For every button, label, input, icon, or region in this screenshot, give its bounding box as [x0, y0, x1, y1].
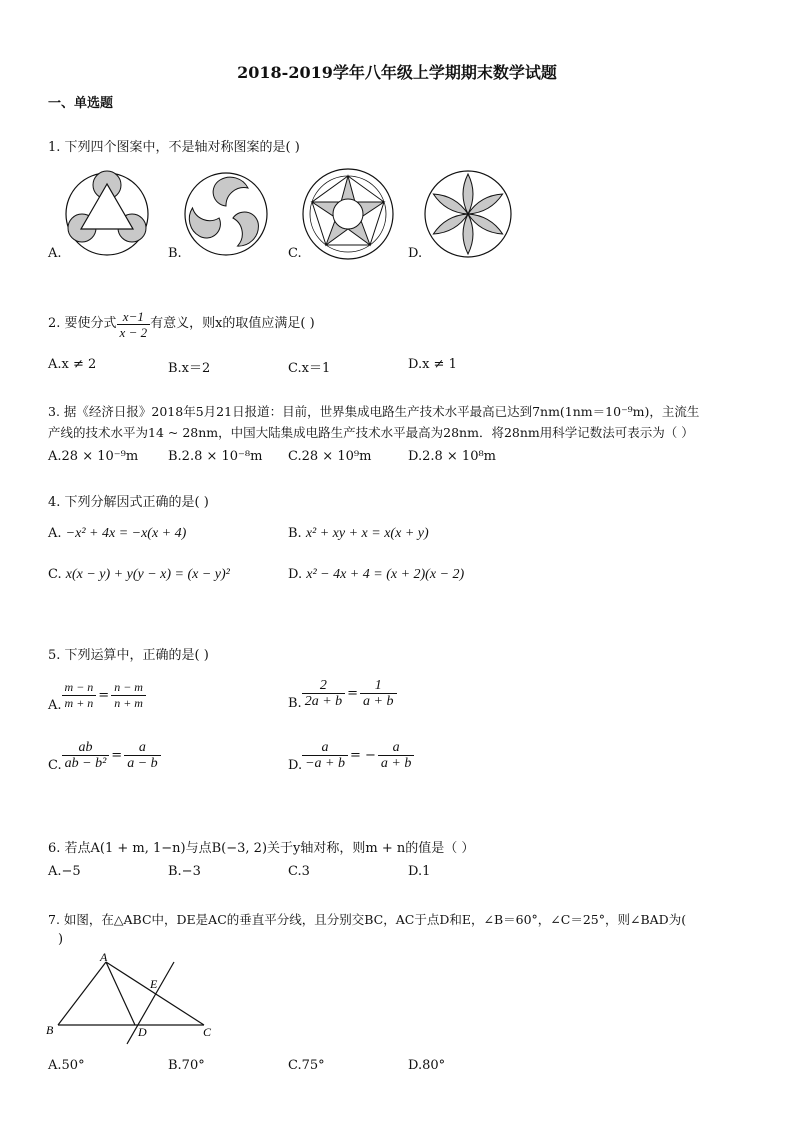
q3-option-c[interactable]: C.28 × 10⁹m [288, 449, 372, 464]
q7-line-1: 7. 如图，在△ABC中，DE是AC的垂直平分线，且分别交BC，AC于点D和E，∠B＝60°，∠C＝25°，则∠BAD为( [48, 912, 687, 927]
q3-line-1: 3. 据《经济日报》2018年5月21日报道：目前，世界集成电路生产技术水平最高已达到7nm(1nm＝10⁻⁹m)，主流生 [48, 404, 700, 419]
q1-option-c[interactable]: C. [288, 246, 302, 261]
label-a: A [100, 950, 108, 964]
q5-a-den2: n + m [114, 696, 143, 710]
figure-b [183, 173, 267, 255]
q4-expr-b: x² + xy + x = x(x + y) [305, 526, 429, 541]
q7-line-2: ) [58, 932, 64, 947]
page-title: 2018-2019学年八年级上学期期末数学试题 [237, 63, 557, 82]
q1-option-d[interactable]: D. [408, 246, 423, 261]
q5-label-b: B. [288, 696, 302, 711]
q7-triangle-figure [44, 948, 224, 1048]
q7-option-c[interactable]: C.75° [288, 1058, 325, 1073]
q1-option-b[interactable]: B. [168, 246, 182, 261]
q2-option-c[interactable]: C.x＝1 [288, 361, 331, 376]
q5-a-equals: = [98, 688, 110, 703]
q7-option-b[interactable]: B.70° [168, 1058, 205, 1073]
q5-label-d: D. [288, 758, 303, 773]
q5-a-right [111, 680, 146, 711]
q2-stem [48, 302, 748, 346]
q5-d-left [302, 740, 348, 771]
figure-a [66, 171, 148, 255]
q5-d-right [378, 740, 414, 771]
figure-c [303, 169, 393, 259]
figure-d [425, 171, 511, 257]
q5-c-equals: = [111, 748, 123, 763]
q5-d-num1: a [302, 740, 348, 756]
label-e: E [150, 977, 158, 991]
q6-stem: 6. 若点A(1 + m, 1−n)与点B(−3, 2)关于y轴对称，则m + n的值是（ ） [48, 841, 475, 856]
q6-option-b[interactable]: B.−3 [168, 864, 201, 879]
q7-option-d[interactable]: D.80° [408, 1058, 446, 1073]
q4-label-b: B. [288, 526, 302, 541]
q5-d-equals: = − [350, 748, 376, 763]
label-c: C [203, 1025, 212, 1039]
q5-b-equals: = [347, 686, 359, 701]
q5-b-left [302, 678, 345, 709]
q5-a-num2: n − m [111, 680, 146, 696]
q2-post: 有意义，则x的取值应满足( ) [150, 316, 315, 331]
q5-c-den2: a − b [127, 756, 158, 771]
q1-option-a[interactable]: A. [48, 246, 62, 261]
q4-option-c[interactable] [48, 567, 230, 583]
q4-option-b[interactable] [288, 526, 429, 542]
label-d: D [138, 1025, 147, 1039]
q4-stem: 4. 下列分解因式正确的是( ) [48, 495, 209, 510]
q4-expr-a: −x² + 4x = −x(x + 4) [65, 526, 187, 541]
q5-stem: 5. 下列运算中，正确的是( ) [48, 648, 209, 663]
q5-b-den2: a + b [363, 694, 394, 709]
q2-numerator: x−1 [117, 309, 151, 325]
q5-b-num1: 2 [302, 678, 345, 694]
q5-d-den2: a + b [380, 756, 412, 771]
q5-option-b[interactable] [288, 678, 397, 709]
q5-option-d[interactable] [288, 740, 414, 771]
q3-option-b[interactable]: B.2.8 × 10⁻⁸m [168, 449, 263, 464]
q5-b-num2: 1 [360, 678, 396, 694]
q2-option-d[interactable]: D.x ≠ 1 [408, 357, 457, 372]
q3-line-2: 产线的技术水平为14 ~ 28nm，中国大陆集成电路生产技术水平最高为28nm．将28nm用科学记数法可表示为（ ） [48, 425, 694, 440]
q5-a-den1: m + n [64, 696, 94, 710]
q5-c-num2: a [124, 740, 160, 756]
q4-label-d: D. [288, 567, 303, 582]
q2-pre: 2. 要使分式 [48, 316, 117, 331]
q2-option-b[interactable]: B.x＝2 [168, 361, 211, 376]
q7-option-a[interactable]: A.50° [48, 1058, 85, 1073]
q4-label-c: C. [48, 567, 62, 582]
q5-d-num2: a [378, 740, 414, 756]
q5-d-den1: −a + b [305, 756, 345, 771]
q5-label-c: C. [48, 758, 62, 773]
q2-denominator: x − 2 [119, 324, 148, 340]
q3-option-a[interactable]: A.28 × 10⁻⁹m [48, 449, 139, 464]
q5-b-den1: 2a + b [304, 694, 343, 709]
q1-stem: 1. 下列四个图案中，不是轴对称图案的是( ) [48, 140, 300, 155]
q4-expr-c: x(x − y) + y(y − x) = (x − y)² [65, 567, 230, 582]
q5-option-c[interactable] [48, 740, 161, 771]
q5-c-left [62, 740, 110, 771]
q2-fraction [117, 309, 151, 340]
q4-option-d[interactable] [288, 567, 464, 583]
q5-c-num1: ab [62, 740, 110, 756]
section-heading: 一、单选题 [48, 96, 114, 111]
q6-option-a[interactable]: A.−5 [48, 864, 81, 879]
q5-c-right [124, 740, 160, 771]
q5-a-left [62, 680, 97, 711]
q4-expr-d: x² − 4x + 4 = (x + 2)(x − 2) [306, 567, 465, 582]
q4-label-a: A. [48, 526, 62, 541]
q4-option-a[interactable] [48, 526, 186, 542]
q5-b-right [360, 678, 396, 709]
q5-option-a[interactable] [48, 680, 146, 711]
q5-a-num1: m − n [62, 680, 97, 696]
q5-label-a: A. [48, 698, 62, 713]
q5-c-den1: ab − b² [64, 756, 107, 771]
q3-option-d[interactable]: D.2.8 × 10⁸m [408, 449, 497, 464]
q2-option-a[interactable]: A.x ≠ 2 [48, 357, 97, 372]
q6-option-d[interactable]: D.1 [408, 864, 431, 879]
q6-option-c[interactable]: C.3 [288, 864, 310, 879]
label-b: B [46, 1023, 54, 1037]
